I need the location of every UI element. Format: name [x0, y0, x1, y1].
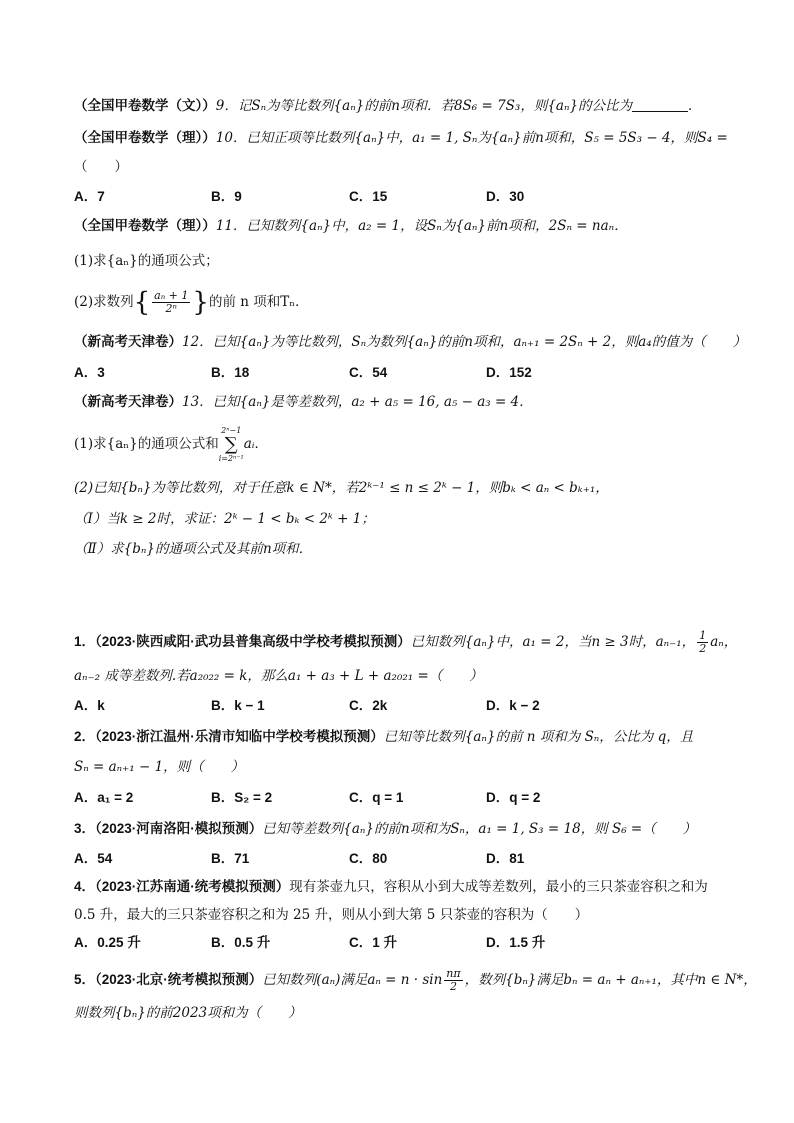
option-c: C．80 — [349, 851, 388, 866]
option-d: D．q = 2 — [486, 790, 541, 805]
question-9 — [74, 97, 734, 115]
option-d: D．1.5 升 — [486, 935, 546, 950]
fraction-denominator: 2 — [699, 642, 707, 655]
question-13-sub-1: （Ⅰ）当k ≥ 2时，求证：2ᵏ − 1 < bₖ < 2ᵏ + 1； — [74, 511, 375, 527]
practice-4-line-2: 0.5 升，最大的三只茶壶容积之和为 25 升，则从小到大第 5 只茶壶的容积为（ ） — [74, 907, 589, 923]
question-number: 5． — [74, 972, 96, 987]
practice-4 — [74, 878, 734, 896]
question-source: （2023·北京·统考模拟预测） — [95, 972, 263, 987]
fraction — [444, 968, 462, 993]
question-11 — [74, 217, 734, 235]
option-a: A．k — [74, 698, 105, 713]
question-number: 1． — [74, 634, 96, 649]
option-a: A．7 — [74, 189, 105, 204]
part-text: 的前 n 项和Tₙ． — [208, 294, 309, 310]
question-number: 4． — [74, 879, 96, 894]
option-b: B．0.5 升 — [211, 935, 271, 950]
fraction-denominator: 2ⁿ — [165, 302, 178, 315]
question-number: 3． — [74, 821, 96, 836]
question-text: 10．已知正项等比数列{aₙ}中，a₁ = 1, Sₙ为{aₙ}前n项和，S₅ = 5S₃ − 4，则S₄ = — [215, 130, 728, 146]
part-text: (2)求数列 — [74, 294, 134, 310]
question-text: 已知数列(aₙ)满足aₙ = n · sin — [262, 972, 443, 988]
practice-5 — [74, 966, 757, 994]
option-a: A．0.25 升 — [74, 935, 141, 950]
question-11-part-1: (1)求{aₙ}的通项公式； — [74, 253, 219, 269]
question-10-paren: （ ） — [74, 159, 128, 175]
question-13-part-2: (2)已知{bₙ}为等比数列，对于任意k ∈ N*，若2ᵏ⁻¹ ≤ n ≤ 2ᵏ − 1，则bₖ < aₙ < bₖ₊₁， — [74, 480, 609, 496]
summation — [219, 426, 244, 464]
option-b: B．18 — [211, 365, 250, 380]
practice-3 — [74, 820, 734, 838]
fraction-numerator: nπ — [446, 967, 461, 980]
question-source: （全国甲卷数学（文）） — [74, 98, 216, 113]
question-number: 2． — [74, 729, 96, 744]
question-source: （全国甲卷数学（理）） — [74, 130, 216, 145]
question-source: （2023·陕西咸阳·武功县普集高级中学校考模拟预测） — [95, 634, 411, 649]
option-b: B．71 — [211, 851, 250, 866]
sum-upper-limit: 2ⁿ−1 — [221, 425, 242, 435]
fraction — [152, 290, 190, 315]
option-c: C．54 — [349, 365, 388, 380]
option-c: C．1 升 — [349, 935, 398, 950]
fraction — [697, 630, 708, 655]
fraction-numerator: 1 — [699, 629, 707, 642]
question-text-after: aₙ， — [710, 634, 738, 650]
fraction-denominator: 2 — [449, 980, 457, 993]
question-source: （2023·浙江温州·乐清市知临中学校考模拟预测） — [95, 729, 384, 744]
question-text: 已知等差数列{aₙ}的前n项和为Sₙ，a₁ = 1, S₃ = 18，则 S₆ =（ ） — [262, 821, 697, 837]
question-text: 13．已知{aₙ}是等差数列，a₂ + a₅ = 16, a₅ − a₃ = 4． — [182, 394, 533, 410]
option-c: C．q = 1 — [349, 790, 404, 805]
question-11-part-2 — [74, 287, 734, 317]
question-source: （2023·河南洛阳·模拟预测） — [95, 821, 263, 836]
practice-2 — [74, 728, 734, 746]
practice-5-line-2: 则数列{bₙ}的前2023项和为（ ） — [74, 1005, 302, 1021]
question-text: 现有茶壶九只，容积从小到大成等差数列，最小的三只茶壶容积之和为 — [289, 879, 708, 895]
fraction-numerator: aₙ + 1 — [154, 289, 189, 302]
question-source: （新高考天津卷） — [74, 394, 182, 409]
question-13-sub-2: （Ⅱ）求{bₙ}的通项公式及其前n项和． — [74, 541, 313, 557]
question-text: 12．已知{aₙ}为等比数列，Sₙ为数列{aₙ}的前n项和，aₙ₊₁ = 2Sₙ + 2，则a₄的值为（ ） — [182, 334, 747, 350]
question-10 — [74, 129, 734, 147]
practice-1-line-2: aₙ₋₂ 成等差数列.若a₂₀₂₂ = k，那么a₁ + a₃ + L + a₂₀₂₁ =（ ） — [74, 668, 483, 684]
option-a: A．54 — [74, 851, 113, 866]
question-source: （新高考天津卷） — [74, 334, 182, 349]
option-d: D．k − 2 — [486, 698, 540, 713]
part-text: ． — [254, 436, 268, 452]
question-source: （2023·江苏南通·统考模拟预测） — [95, 879, 290, 894]
left-brace: { — [133, 287, 151, 318]
practice-1 — [74, 628, 738, 656]
question-source: （全国甲卷数学（理）） — [74, 218, 216, 233]
option-a: A．3 — [74, 365, 105, 380]
option-d: D．81 — [486, 851, 525, 866]
question-13-part-1 — [74, 424, 734, 464]
sigma-icon: ∑ — [224, 433, 238, 455]
question-text: 11．已知数列{aₙ}中，a₂ = 1，设Sₙ为{aₙ}前n项和，2Sₙ = naₙ． — [215, 218, 628, 234]
option-b: B．S₂ = 2 — [211, 790, 273, 805]
question-12 — [74, 333, 747, 351]
part-text: (1)求{aₙ}的通项公式和 — [74, 436, 219, 452]
question-end: ． — [688, 98, 702, 114]
option-c: C．2k — [349, 698, 388, 713]
right-brace: } — [192, 287, 209, 318]
question-text-after: ，数列{bₙ}满足bₙ = aₙ + aₙ₊₁，其中n ∈ N*， — [464, 972, 757, 988]
question-text: 9．记Sₙ为等比数列{aₙ}的前n项和．若8S₆ = 7S₃，则{aₙ}的公比为 — [215, 98, 633, 114]
practice-2-line-2: Sₙ = aₙ₊₁ − 1，则（ ） — [74, 759, 245, 775]
answer-blank — [632, 99, 688, 112]
option-a: A．a₁ = 2 — [74, 790, 134, 805]
option-b: B．k − 1 — [211, 698, 265, 713]
question-text: 已知等比数列{aₙ}的前 n 项和为 Sₙ，公比为 q，且 — [383, 729, 694, 745]
option-c: C．15 — [349, 189, 388, 204]
question-text: 已知数列{aₙ}中，a₁ = 2，当n ≥ 3时，aₙ₋₁， — [410, 634, 696, 650]
sum-term: aᵢ — [243, 436, 255, 452]
question-13 — [74, 393, 734, 411]
sum-lower-limit: i=2ⁿ⁻¹ — [218, 453, 244, 463]
option-b: B．9 — [211, 189, 242, 204]
option-d: D．152 — [486, 365, 532, 380]
option-d: D．30 — [486, 189, 525, 204]
